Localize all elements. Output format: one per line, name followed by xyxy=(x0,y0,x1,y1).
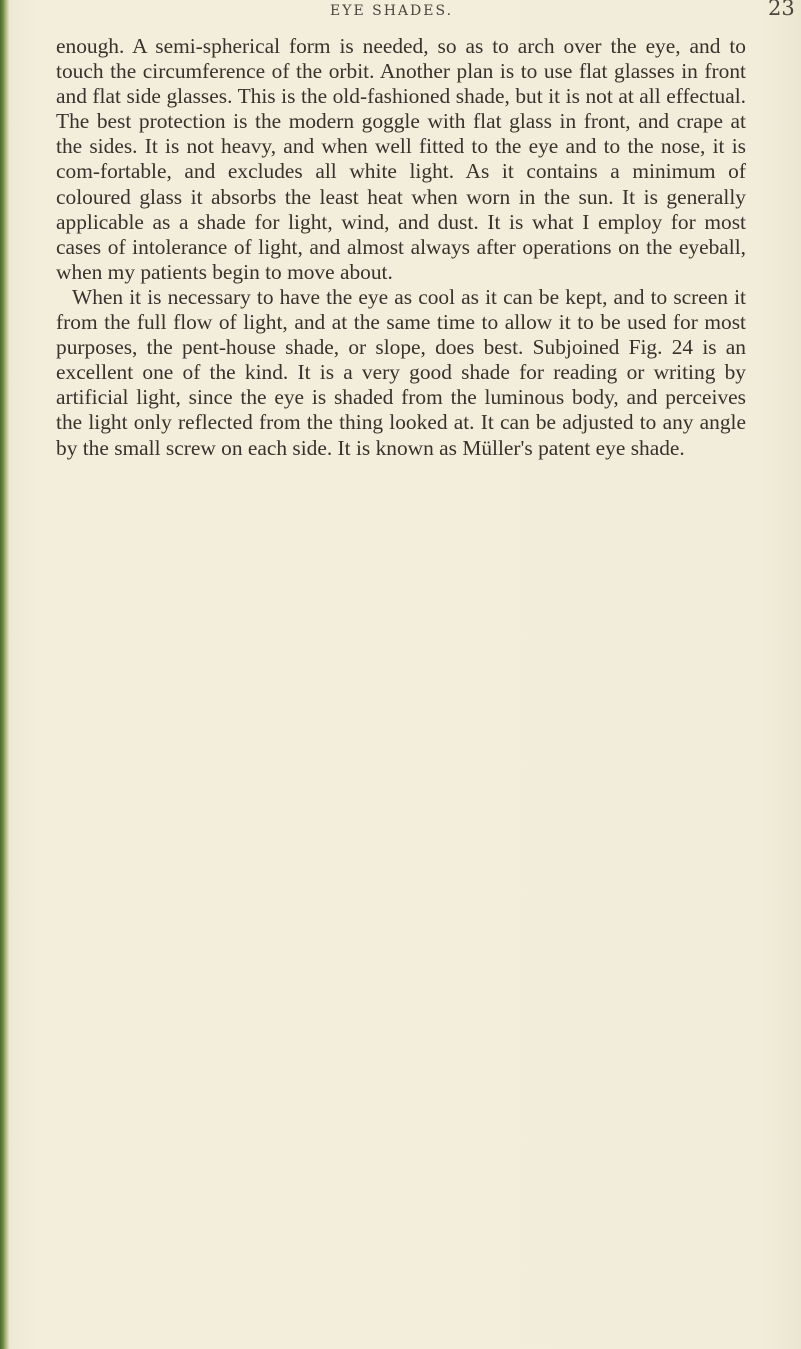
body-text xyxy=(56,34,746,461)
page-number: 23 xyxy=(768,0,795,20)
running-header xyxy=(0,0,801,24)
paragraph-1: enough. A semi-spherical form is needed, so as to arch over the eye, and to touch the circumference of the orbit. Another plan is to use flat glasses in front and flat side glasses. This is the old-fashioned shade, but it is not at all effectual. The best protection is the modern goggle with flat glass in front, and crape at the sides. It is not heavy, and when well fitted to the eye and to the nose, it is com-fortable, and excludes all white light. As it contains a minimum of coloured glass it absorbs the least heat when worn in the sun. It is generally applicable as a shade for light, wind, and dust. It is what I employ for most cases of intolerance of light, and almost always after operations on the eyeball, when my patients begin to move about. xyxy=(56,34,746,284)
page-binding-edge xyxy=(0,0,9,1349)
running-title: EYE SHADES. xyxy=(330,3,454,19)
paragraph-2: When it is necessary to have the eye as cool as it can be kept, and to screen it from the full flow of light, and at the same time to allow it to be used for most purposes, the pent-house shade, or slope, does best. Subjoined Fig. 24 is an excellent one of the kind. It is a very good shade for reading or writing by artificial light, since the eye is shaded from the luminous body, and perceives the light only reflected from the thing looked at. It can be adjusted to any angle by the small screw on each side. It is known as Müller's patent eye shade. xyxy=(56,284,746,460)
